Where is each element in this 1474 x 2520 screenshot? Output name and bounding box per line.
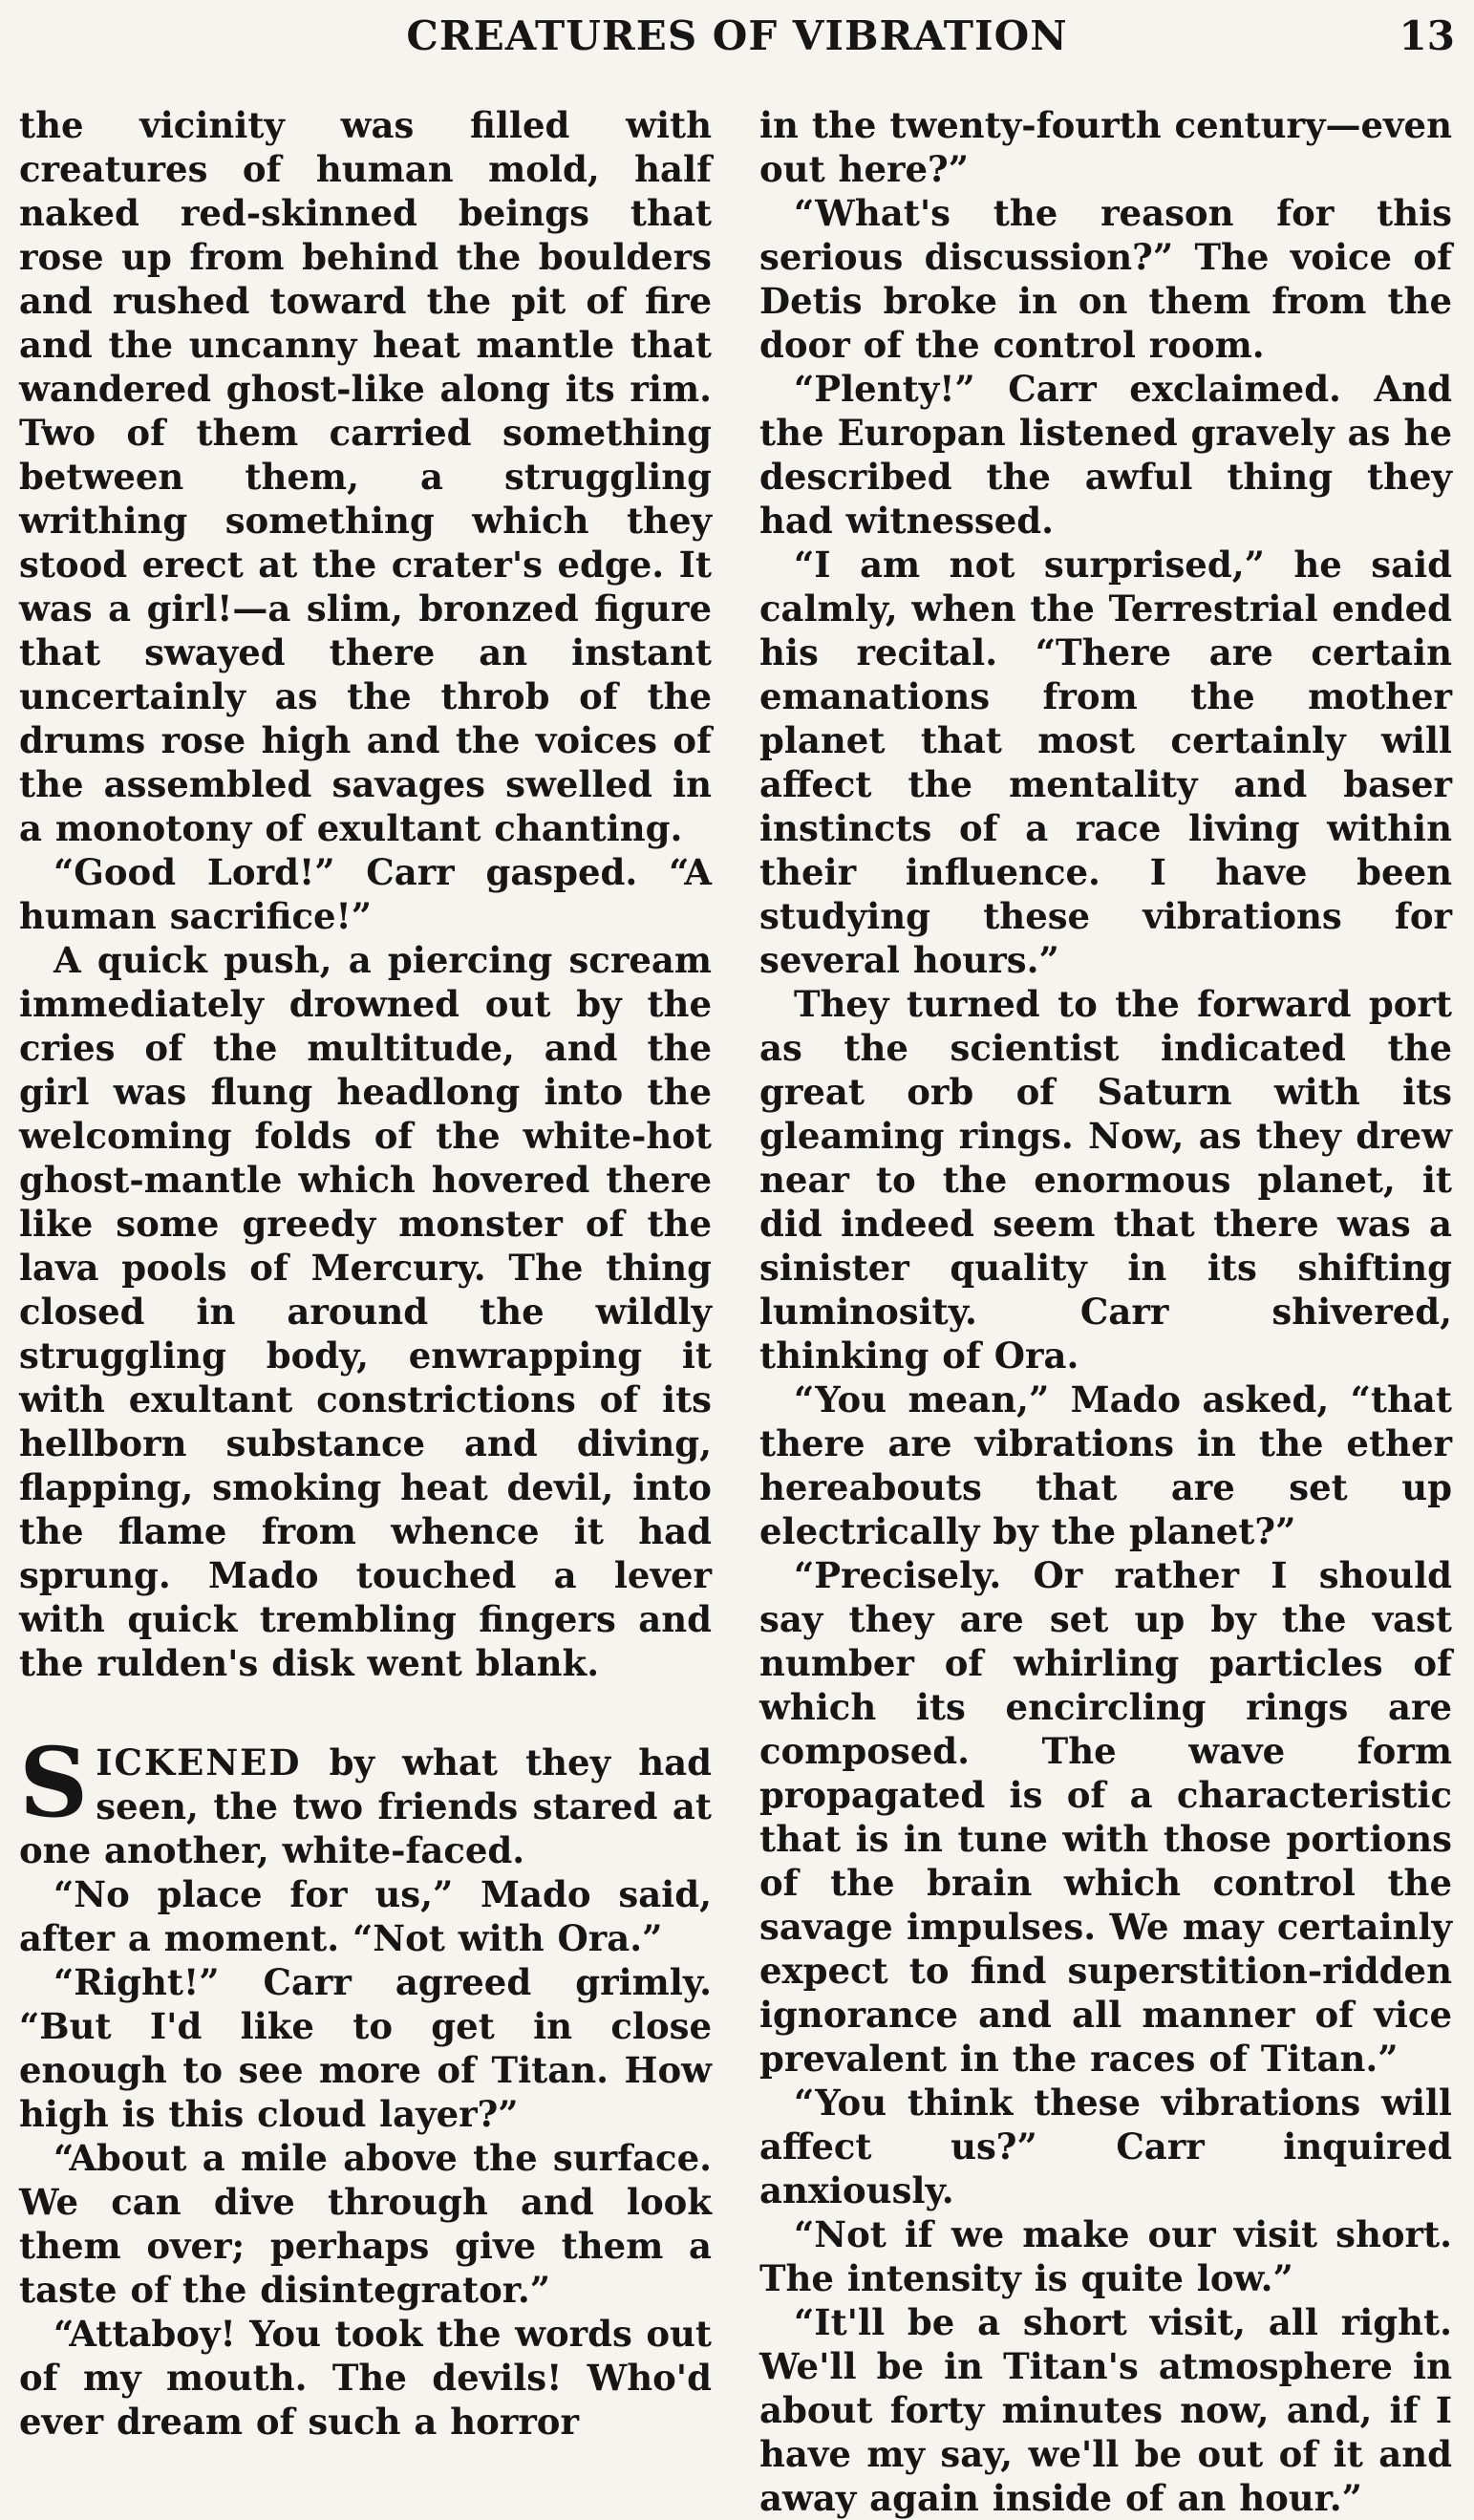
paragraph: “What's the reason for this serious discussion?” The voice of Detis broke in on them from the door of the control room. — [759, 192, 1452, 366]
paragraph: “I am not surprised,” he said calmly, when the Terrestrial ended his recital. “There are certain emanations from the mother planet that most certainly will affect the mentality and baser instincts of a race living within their influence. I have been studying these vibrations for several hours.” — [759, 544, 1452, 981]
paragraph: the vicinity was filled with creatures of human mold, half naked red-skinned beings that rose up from behind the boulders and rushed toward the pit of fire and the uncanny heat mantle that wandered ghost-like along its rim. Two of them carried something between them, a struggling writhing something which they stood erect at the crater's edge. It was a girl!—a slim, bronzed figure that swayed there an instant uncertainly as the throb of the drums rose high and the voices of the assembled savages swelled in a monotony of exultant chanting. — [19, 104, 712, 849]
left-column — [19, 103, 712, 2444]
paragraph: “Right!” Carr agreed grimly. “But I'd like to get in close enough to see more of Titan. How high is this cloud layer?” — [19, 1961, 712, 2135]
paragraph: They turned to the forward port as the scientist indicated the great orb of Saturn with its gleaming rings. Now, as they drew near to the enormous planet, it did indeed seem that there was a sinister quality in its shifting luminosity. Carr shivered, thinking of Ora. — [759, 983, 1452, 1377]
page-number: 13 — [1399, 12, 1455, 59]
paragraph: “It'll be a short visit, all right. We'll be in Titan's atmosphere in about forty minutes now, and, if I have my say, we'll be out of it and away again inside of an hour.” — [759, 2301, 1452, 2519]
paragraph: “Good Lord!” Carr gasped. “A human sacrifice!” — [19, 851, 712, 937]
paragraph: “You think these vibrations will affect us?” Carr inquired anxiously. — [759, 2082, 1452, 2211]
paragraph: “Attaboy! You took the words out of my mouth. The devils! Who'd ever dream of such a horror — [19, 2313, 712, 2443]
paragraph: A quick push, a piercing scream immediately drowned out by the cries of the multitude, and the girl was flung headlong into the welcoming folds of the white-hot ghost-mantle which hovered there like some greedy monster of the lava pools of Mercury. The thing closed in around the wildly struggling body, enwrapping it with exultant constrictions of its hellborn substance and diving, flapping, smoking heat devil, into the flame from whence it had sprung. Mado touched a lever with quick trembling fingers and the rulden's disk went blank. — [19, 939, 712, 1684]
paragraph: in the twenty-fourth century—even out here?” — [759, 104, 1452, 190]
paragraph-text: by what they had seen, the two friends stared at one another, white-faced. — [19, 1741, 712, 1871]
paragraph: “Plenty!” Carr exclaimed. And the Europan listened gravely as he described the awful thing they had witnessed. — [759, 368, 1452, 542]
right-column — [759, 103, 1452, 2520]
page-header — [19, 8, 1455, 65]
paragraph: “About a mile above the surface. We can dive through and look them over; perhaps give them a taste of the disintegrator.” — [19, 2137, 712, 2311]
drop-cap: S — [19, 1726, 89, 1839]
section-break — [19, 1685, 712, 1741]
paragraph: “Precisely. Or rather I should say they are set up by the vast number of whirling particles of which its encircling rings are composed. The wave form propagated is of a characteristic that is in tune with those portions of the brain which control the savage impulses. We may certainly expect to find superstition-ridden ignorance and all manner of vice prevalent in the races of Titan.” — [759, 1554, 1452, 2080]
paragraph: “You mean,” Mado asked, “that there are vibrations in the ether hereabouts that are set up electrically by the planet?” — [759, 1378, 1452, 1552]
paragraph-dropcap — [19, 1726, 712, 1872]
small-caps-word: ICKENED — [96, 1741, 302, 1783]
paragraph: “Not if we make our visit short. The intensity is quite low.” — [759, 2213, 1452, 2299]
running-title: CREATURES OF VIBRATION — [406, 12, 1068, 59]
paragraph: “No place for us,” Mado said, after a moment. “Not with Ora.” — [19, 1873, 712, 1959]
